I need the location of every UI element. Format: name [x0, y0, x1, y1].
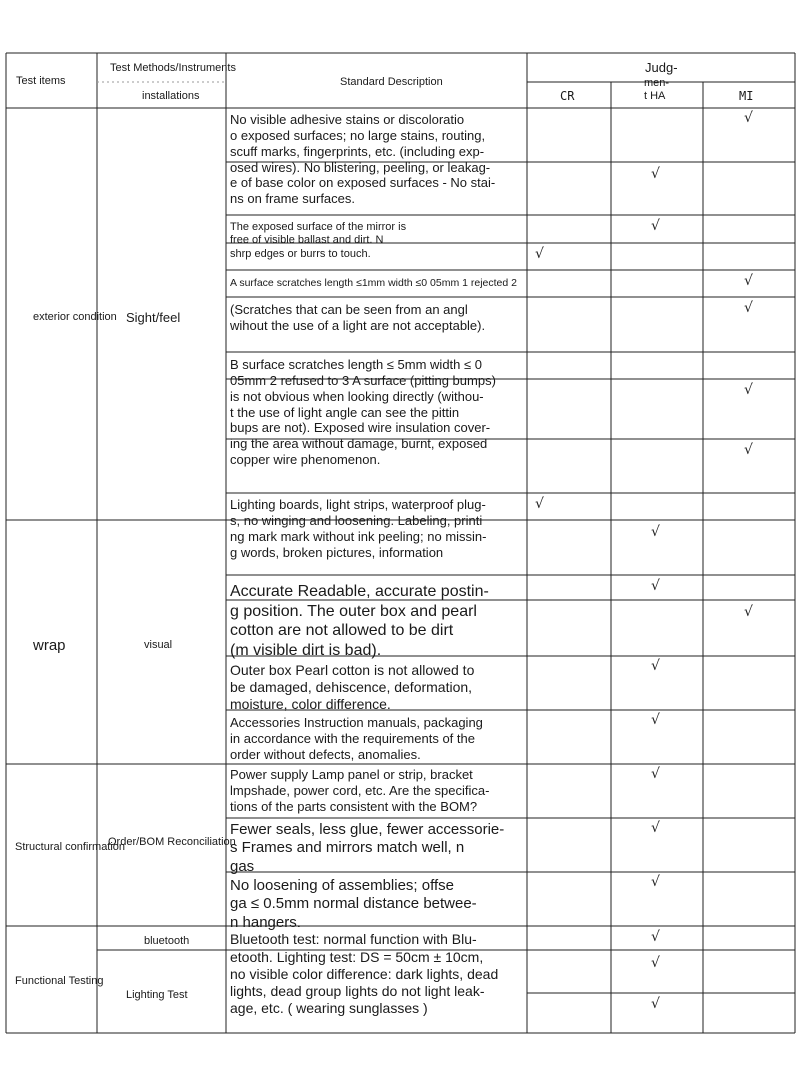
- row-description: No loosening of assemblies; offse ga ≤ 0.5mm normal distance betwee- n hangers.: [230, 877, 477, 931]
- header-judgment: Judg-: [645, 60, 678, 75]
- check-mark-mi: √: [744, 382, 753, 398]
- method-lighting-test: Lighting Test: [126, 989, 188, 1001]
- row-description: The exposed surface of the mirror is free of visible ballast and dirt. N shrp edges or burrs to touch.: [230, 221, 407, 260]
- check-mark-ha: √: [651, 524, 660, 540]
- check-mark-ha: √: [651, 658, 660, 674]
- check-mark-ha: √: [651, 996, 660, 1012]
- header-methods-line1: Test Methods/Instruments: [110, 62, 236, 74]
- row-description: Power supply Lamp panel or strip, bracket lmpshade, power cord, etc. Are the specifica- tions of the parts consistent with the BOM?: [230, 767, 490, 814]
- check-mark-ha: √: [651, 578, 660, 594]
- row-description: No visible adhesive stains or discoloratio o exposed surfaces; no large stains, routing, scuff marks, fingerprints, etc. (including exp- osed wires). No blistering, peeling, or leakag- e of base color on exposed surfaces - No stai- ns on frame surfaces.: [230, 112, 496, 207]
- group-wrap: wrap: [33, 637, 66, 654]
- row-description: Fewer seals, less glue, fewer accessorie- s Frames and mirrors match well, n gas: [230, 821, 505, 875]
- check-mark-ha: √: [651, 874, 660, 890]
- check-mark-ha: √: [651, 820, 660, 836]
- row-description: Accurate Readable, accurate postin- g position. The outer box and pearl cotton are not allowed to be dirt (m visible dirt is bad).: [230, 583, 489, 659]
- check-mark-mi: √: [744, 300, 753, 316]
- row-description: B surface scratches length ≤ 5mm width ≤ 0 05mm 2 refused to 3 A surface (pitting bumps) is not obvious when looking directly (withou- t the use of light angle can see the pittin bups are not). Exposed wire insulation cover- ing the area without damage, burnt, exposed copper wire phenomenon.: [230, 357, 496, 468]
- check-mark-mi: √: [744, 273, 753, 289]
- group-exterior: exterior condition: [33, 311, 117, 323]
- check-mark-ha: √: [651, 766, 660, 782]
- method-bluetooth: bluetooth: [144, 935, 190, 947]
- group-structural: Structural confirmation: [15, 841, 126, 853]
- check-mark-ha: √: [651, 166, 660, 182]
- row-description: Outer box Pearl cotton is not allowed to be damaged, dehiscence, deformation, moisture, color difference.: [230, 662, 475, 713]
- check-mark-ha: √: [651, 929, 660, 945]
- check-mark-mi: √: [744, 604, 753, 620]
- row-description: A surface scratches length ≤1mm width ≤0 05mm 1 rejected 2: [230, 277, 517, 289]
- check-mark-cr: √: [535, 246, 544, 262]
- header-cr: CR: [560, 89, 575, 103]
- header-standard: Standard Description: [340, 76, 443, 88]
- check-mark-cr: √: [535, 496, 544, 512]
- group-functional: Functional Testing: [15, 975, 104, 987]
- header-methods-line2: installations: [142, 90, 200, 102]
- check-mark-ha: √: [651, 218, 660, 234]
- row-description: Accessories Instruction manuals, packaging in accordance with the requirements of the order without defects, anomalies.: [230, 715, 483, 762]
- check-mark-mi: √: [744, 110, 753, 126]
- row-description: Lighting boards, light strips, waterproof plug- s, no winging and loosening. Labeling, printi ng mark mark without ink peeling; no missin- g words, broken pictures, information: [230, 497, 487, 560]
- check-mark-ha: √: [651, 712, 660, 728]
- header-mi: MI: [739, 89, 754, 103]
- header-test-items: Test items: [16, 75, 66, 87]
- row-description: etooth. Lighting test: DS = 50cm ± 10cm, no visible color difference: dark lights, dead lights, dead group lights do not light leak- age, etc. ( wearing sunglasses ): [230, 949, 499, 1017]
- method-order-bom: Order/BOM Reconciliation: [108, 836, 236, 848]
- header-ha: men- t HA: [644, 77, 670, 103]
- row-description: (Scratches that can be seen from an angl wihout the use of a light are not acceptable).: [230, 302, 486, 333]
- row-description: Bluetooth test: normal function with Blu-: [230, 931, 477, 947]
- check-mark-mi: √: [744, 442, 753, 458]
- method-visual: visual: [144, 639, 173, 651]
- method-sight-feel: Sight/feel: [126, 310, 181, 325]
- check-mark-ha: √: [651, 955, 660, 971]
